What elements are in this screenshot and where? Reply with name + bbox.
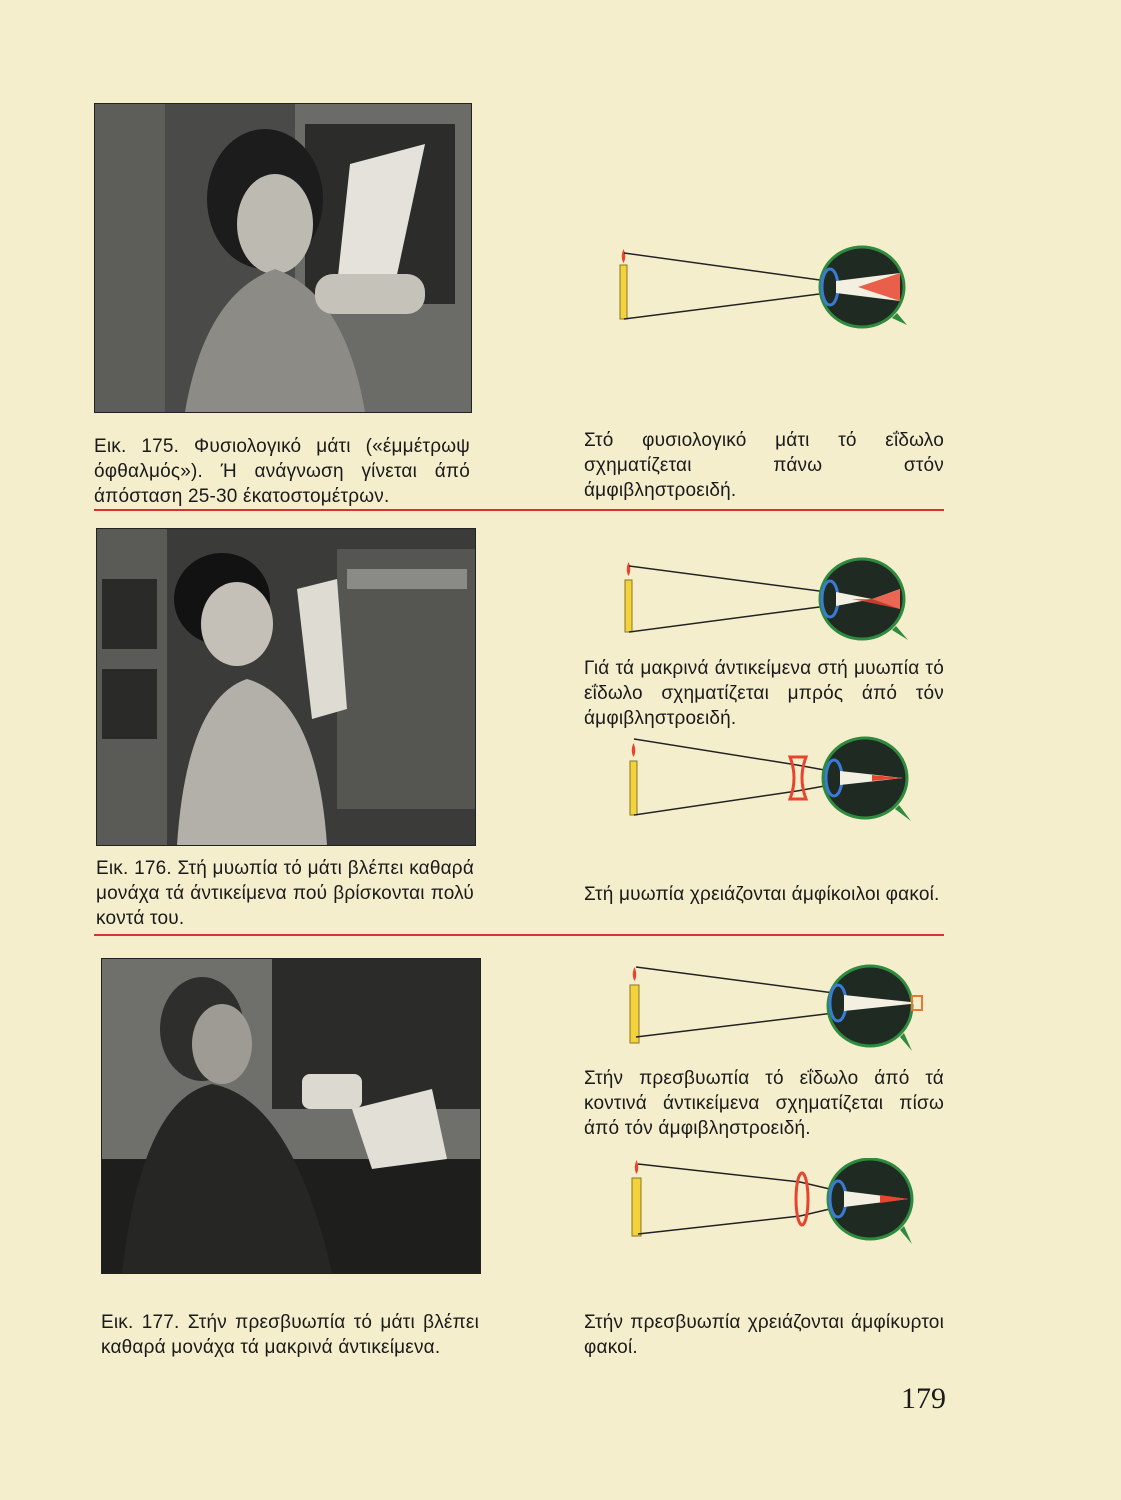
- candle-icon: [630, 985, 639, 1043]
- candle-icon: [625, 580, 632, 632]
- candle-icon: [630, 761, 637, 815]
- photo-presbyopia-reader-image: [102, 959, 480, 1273]
- photo-myopia-reader-image: [97, 529, 475, 845]
- diagram-presbyopia-corrected: [612, 1158, 932, 1250]
- figure-caption-176: Εικ. 176. Στή μυωπία τό μάτι βλέπει καθαρά μονάχα τά άντικείμενα πού βρίσκονται πολύ κοντά του.: [96, 858, 474, 929]
- photo-normal-eye-reader-image: [95, 104, 471, 412]
- note-normal-eye: Στό φυσιολογικό μάτι τό εΐδωλο σχηματίζεται πάνω στόν άμφιβληστροειδή.: [584, 430, 944, 501]
- figure-caption-177: Εικ. 177. Στήν πρεσβυωπία τό μάτι βλέπει καθαρά μονάχα τά μακρινά άντικείμενα.: [101, 1312, 479, 1358]
- photo-presbyopia-reader: [101, 958, 481, 1274]
- diagram-myopia-eye: [612, 556, 922, 646]
- convex-lens-icon: [796, 1173, 808, 1225]
- note-presbyopia-lens: Στήν πρεσβυωπία χρειάζονται άμφίκυρτοι φακοί.: [584, 1312, 944, 1358]
- flame-icon: [632, 743, 636, 757]
- note-myopia-lens: Στή μυωπία χρειάζονται άμφίκοιλοι φακοί.: [584, 884, 940, 905]
- diagram-myopia-corrected: [612, 735, 922, 827]
- note-myopia-image: Γιά τά μακρινά άντικείμενα στή μυωπία τό εΐδωλο σχηματίζεται μπρός άπό τόν άμφιβληστροειδή.: [584, 658, 944, 729]
- note-presbyopia-image: Στήν πρεσβυωπία τό εΐδωλο άπό τά κοντινά άντικείμενα σχηματίζεται πίσω άπό τόν άμφιβληστροειδή.: [584, 1068, 944, 1139]
- divider-line: [94, 934, 944, 936]
- page-number: 179: [901, 1382, 946, 1415]
- divider-line: [94, 509, 944, 511]
- candle-icon: [632, 1178, 641, 1236]
- photo-myopia-reader: [96, 528, 476, 846]
- flame-icon: [627, 562, 631, 576]
- candle-icon: [620, 265, 627, 319]
- flame-icon: [633, 967, 637, 981]
- flame-icon: [635, 1160, 639, 1174]
- figure-caption-175: Εικ. 175. Φυσιολογικό μάτι («έμμέτρωψ όφθαλμός»). Ή ανάγνωση γίνεται άπό άπόσταση 25-30 έκατοστομέτρων.: [94, 436, 470, 507]
- concave-lens-icon: [790, 757, 806, 799]
- diagram-normal-eye: [612, 243, 922, 333]
- flame-icon: [622, 249, 626, 263]
- photo-normal-eye-reader: [94, 103, 472, 413]
- diagram-presbyopia-eye: [612, 963, 932, 1055]
